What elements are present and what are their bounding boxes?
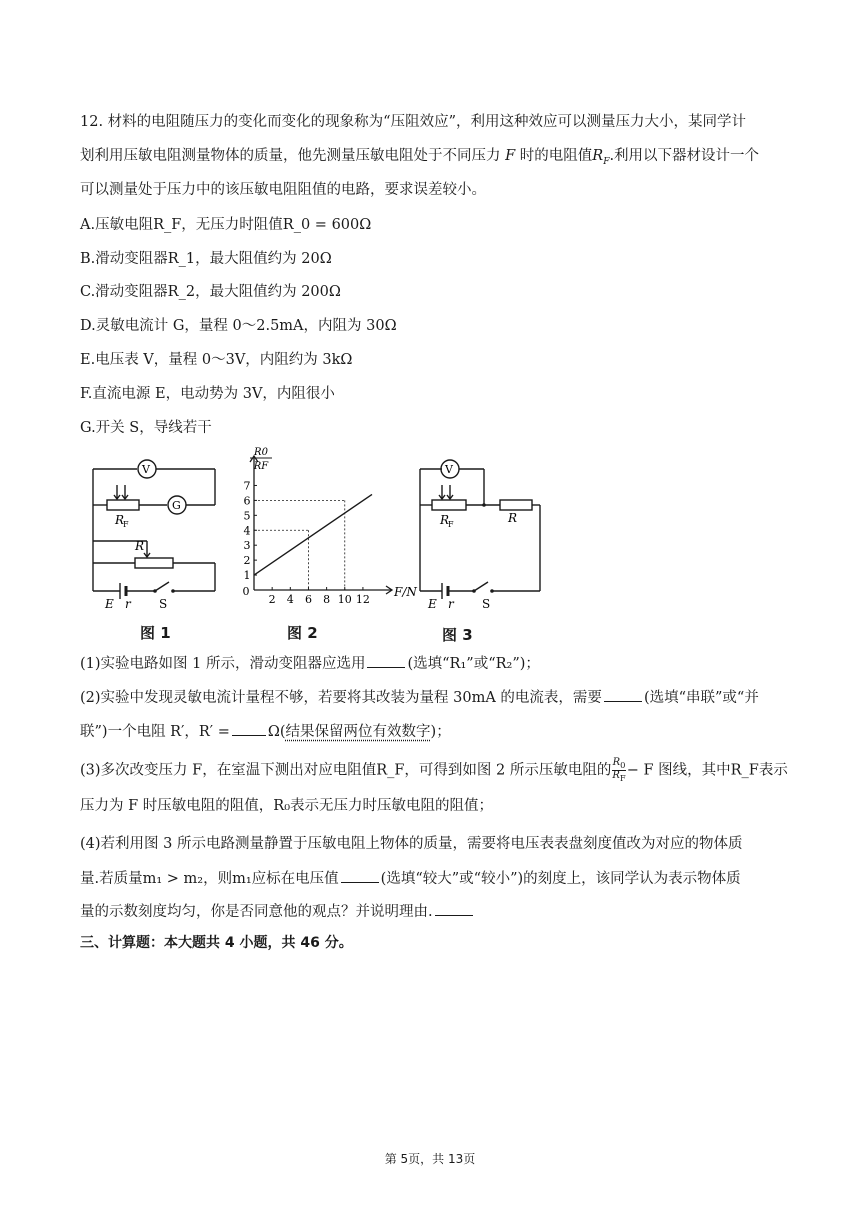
- part-3-line-2: 压力为 F 时压敏电阻的阻值，R₀表示无压力时压敏电阻的阻值；: [80, 798, 494, 814]
- svg-text:r: r: [448, 597, 454, 611]
- series-line: [254, 494, 372, 575]
- svg-text:S: S: [482, 597, 491, 611]
- x-tick-label: 12: [355, 593, 370, 606]
- y-tick-label: 7: [243, 479, 251, 493]
- y-tick-label: 3: [243, 539, 251, 553]
- section-title: 三、计算题：本大题共 4 小题，共 46 分。: [80, 935, 353, 951]
- answer-blank-5[interactable]: [435, 901, 473, 916]
- circuit-figure-3: [412, 455, 552, 610]
- svg-text:V: V: [142, 463, 150, 476]
- part-2-line-1: (2)实验中发现灵敏电流计量程不够，若要将其改装为量程 30mA 的电流表，需要 (选填“串联”或“并: [80, 687, 759, 708]
- svg-text:R: R: [440, 513, 450, 527]
- svg-text:F: F: [123, 520, 129, 529]
- svg-text:R: R: [508, 511, 518, 525]
- x-tick-label: 6: [304, 593, 312, 606]
- svg-text:R: R: [115, 513, 125, 527]
- part-4-line-2: 量.若质量m₁ > m₂，则m₁应标在电压值 (选填“较大”或“较小”)的刻度上，该同学认为表示物体质: [80, 868, 741, 889]
- option-d: D.灵敏电流计 G，量程 0～2.5mA，内阻为 30Ω: [80, 318, 397, 334]
- y-tick-label: 6: [243, 494, 251, 508]
- option-g: G.开关 S，导线若干: [80, 420, 212, 436]
- origin-label: 0: [242, 585, 250, 598]
- option-b: B.滑动变阻器R_1，最大阻值约为 20Ω: [80, 251, 332, 267]
- option-f: F.直流电源 E，电动势为 3V，内阻很小: [80, 386, 335, 402]
- part-3-line-1: (3)多次改变压力 F，在室温下测出对应电阻值R_F，可得到如图 2 所示压敏电阻的 $\frac{R_0}{R_F}$ − F 图线，其中R_F表示: [80, 757, 788, 783]
- x-tick-label: 2: [268, 593, 276, 606]
- svg-text:G: G: [172, 499, 181, 512]
- svg-text:V: V: [445, 463, 453, 476]
- y-tick-label: 2: [243, 554, 251, 568]
- svg-text:r: r: [125, 597, 131, 611]
- question-line-3: 可以测量处于压力中的该压敏电阻阻值的电路，要求误差较小。: [80, 182, 486, 198]
- circuit-figure-1: [85, 455, 225, 610]
- x-tick-label: 4: [286, 593, 294, 606]
- y-axis-label-numerator: R0: [254, 447, 268, 458]
- svg-text:S: S: [159, 597, 168, 611]
- option-e: E.电压表 V，量程 0～3V，内阻约为 3kΩ: [80, 352, 353, 368]
- question-line-1: 12. 材料的电阻随压力的变化而变化的现象称为“压阻效应”，利用这种效应可以测量压力大小，某同学计: [80, 114, 746, 130]
- part-4-line-3: 量的示数刻度均匀，你是否同意他的观点？并说明理由.: [80, 901, 475, 922]
- y-tick-label: 5: [243, 509, 251, 523]
- fraction-r0-rf: $\frac{R_0}{R_F}$: [612, 757, 626, 783]
- answer-blank-3[interactable]: [232, 721, 266, 736]
- part-2-line-2: 联”)一个电阻 R′，R′ = Ω(结果保留两位有效数字)；: [80, 721, 451, 742]
- page-footer: 第 5页，共 13页: [384, 1152, 476, 1166]
- figure-2-caption: 图 2: [287, 624, 318, 642]
- part-4-line-1: (4)若利用图 3 所示电路测量静置于压敏电阻上物体的质量，需要将电压表表盘刻度值改为对应的物体质: [80, 836, 743, 852]
- question-line-2: 划利用压敏电阻测量物体的质量，他先测量压敏电阻处于不同压力 F 时的电阻值$R_F$.利用以下器材设计一个: [80, 148, 760, 167]
- answer-blank-1[interactable]: [367, 653, 405, 668]
- svg-text:F: F: [448, 520, 454, 529]
- y-tick-label: 1: [243, 569, 251, 583]
- answer-blank-4[interactable]: [341, 868, 379, 883]
- figure-3-caption: 图 3: [442, 626, 473, 644]
- chart-figure-2: [232, 440, 417, 610]
- svg-text:R: R: [135, 539, 145, 553]
- answer-blank-2[interactable]: [604, 687, 642, 702]
- svg-text:E: E: [105, 597, 114, 611]
- svg-text:E: E: [428, 597, 437, 611]
- y-tick-label: 4: [243, 524, 251, 538]
- part-1: (1)实验电路如图 1 所示，滑动变阻器应选用 (选填“R₁”或“R₂”)；: [80, 653, 540, 674]
- y-axis-label-denominator: RF: [253, 461, 269, 472]
- x-axis-label: F/N: [394, 585, 417, 599]
- option-c: C.滑动变阻器R_2，最大阻值约为 200Ω: [80, 284, 341, 300]
- x-tick-label: 10: [337, 593, 352, 606]
- option-a: A.压敏电阻R_F，无压力时阻值R_0 = 600Ω: [80, 217, 372, 233]
- figure-1-caption: 图 1: [140, 624, 171, 642]
- x-tick-label: 8: [323, 593, 331, 606]
